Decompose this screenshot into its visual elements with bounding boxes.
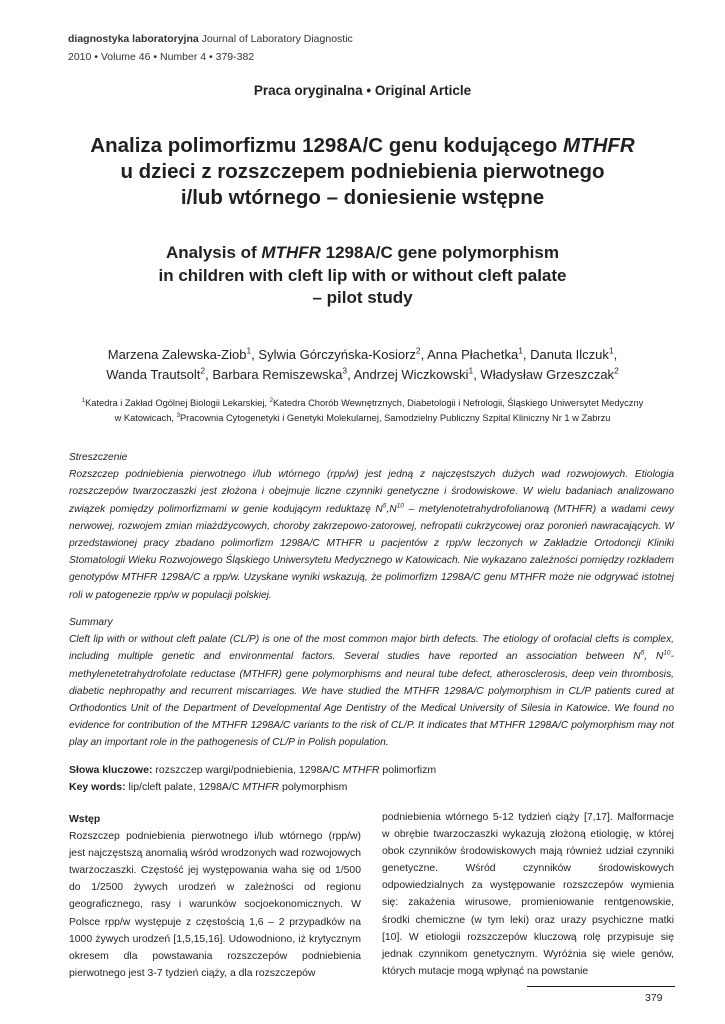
keywords [69, 762, 674, 796]
page-number: 379 [645, 992, 663, 1004]
author-affiliation-mark: 2 [415, 345, 421, 356]
journal-name-line [68, 30, 353, 48]
title-en-line-2: in children with cleft lip with or without cleft palate [158, 265, 567, 285]
author-affiliation-mark: 1 [468, 365, 474, 376]
title-english [40, 242, 685, 310]
author-list [40, 345, 685, 385]
title-polish [40, 133, 685, 211]
superscript: 10 [396, 502, 404, 510]
title-pl-text: Analiza polimorfizmu 1298A/C genu kodującego [90, 134, 563, 157]
author: Sylwia Górczyńska-Kosiorz$^2$, [258, 345, 428, 362]
affiliation-mark: 3 [176, 412, 180, 419]
title-pl-line-3: i/lub wtórnego – doniesienie wstępne [180, 186, 545, 209]
journal-header [68, 30, 353, 66]
keywords-en-text: lip/cleft palate, 1298A/C [125, 781, 243, 793]
author-name: Danuta Ilczuk [530, 347, 609, 362]
author: Barbara Remiszewska$^3$, [212, 365, 354, 382]
keywords-pl-tail: polimorfizm [379, 764, 437, 776]
body-paragraph: Rozszczep podniebienia pierwotnego i/lub wtórnego (rpp/w) jest najczęstszą anomalią wśród wrodzonych wad rozwojowych twarzoczaszki. Częstość jej występowania waha się od 1/500 do 1/2500 żywych urodzeń w zależności od regionu geograficznego, rasy i warunków socjoekonomicznych. W Polsce rpp/w występuje z częstością 1,6 – 2 przypadków na 1000 żywych urodzeń [1,5,15,16]. Udowodniono, iż krytycznym okresem dla powstawania rozszczepów podniebienia pierwotnego jest 3-7 tydzień ciąży, a dla rozszczepów [69, 831, 361, 979]
author-name: Wanda Trautsolt [106, 367, 201, 382]
affiliation-2: Katedra Chorób Wewnętrznych, Diabetologii i Nefrologii, Śląskiego Uniwersytet Medyczny [272, 398, 644, 408]
title-pl-line-2: u dzieci z rozszczepem podniebienia pierwotnego [120, 160, 605, 183]
abstract-pl-text: ,N [386, 503, 397, 515]
author: Andrzej Wiczkowski$^1$, [353, 365, 481, 382]
author-affiliation-mark: 3 [342, 365, 348, 376]
author-affiliation-mark: 1 [608, 345, 614, 356]
body-column-left [69, 811, 361, 982]
author: Danuta Ilczuk$^1$, [530, 345, 618, 362]
author-affiliation-mark: 1 [246, 345, 252, 356]
abstract-en-text: -methylenetetrahydrofolate reductase (MTHFR) gene polymorphisms and neural tube defect, atherosclerosis, deep vein thrombosis, diabetic nephropathy and recurrent miscarriages. We have studied the MTHFR 1298A/C polymorphism in CL/P patients cured at Orthodontics Unit of the Department of Developmental Age Dentistry of the Medical University of Silesia in Katowice. We found no evidence for contribution of the MTHFR 1298A/C variants to the risk of CL/P. It indicates that MTHFR 1298A/C polymorphism may not play an important role in the pathogenesis of CL/P in Polish population. [69, 651, 674, 749]
journal-name-pl: diagnostyka laboratoryjna [68, 33, 199, 45]
abstract-pl-text: Rozszczep podniebienia pierwotnego i/lub wtórnego (rpp/w) jest jedną z najczęstszych dużych wad rozwojowych. Etiologia rozszczepów twarzoczaszki jest złożona i obejmuje liczne czynniki genetyczne i środowiskowe. W wielu badaniach analizowano związek pomiędzy polimorfizmami w genie kodującym reduktazę N [69, 469, 674, 515]
body-paragraph: podniebienia wtórnego 5-12 tydzień ciąży [7,17]. Malformacje w obrębie twarzoczaszki wykazują złożoną etiologię, w której obok czynników środowiskowych mają również udział czynniki genetyczne. Wśród czynników środowiskowych odpowiedzialnych za występowanie rozszczepów wymienia się: zakażenia wirusowe, promieniowanie rentgenowskie, środki chemiczne (w tym leki) oraz urazy psychiczne matki [10]. W etiologii rozszczepów kluczową rolę przypisuje się jednak czynnikom genetycznym. Wyróżnia się wiele genów, których mutacje mogą wpłynąć na powstanie [382, 812, 674, 977]
affiliation-mark: 2 [269, 397, 273, 404]
affiliation-3: Pracownia Cytogenetyki i Genetyki Molekularnej, Samodzielny Publiczny Szpital Kliniczny Nr 1 w Zabrzu [179, 413, 611, 423]
keywords-pl-label: Słowa kluczowe: [69, 764, 153, 776]
title-en-line-3: – pilot study [312, 288, 413, 307]
author-name: Anna Płachetka [427, 347, 519, 362]
affiliation-1: Katedra i Zakład Ogólnej Biologii Lekarskiej, [85, 398, 270, 408]
author: Wanda Trautsolt$^2$, [106, 365, 213, 382]
title-pl-line-1 [40, 133, 685, 159]
title-en-text: Analysis of [166, 243, 262, 262]
keywords-en [69, 779, 674, 796]
author-name: Władysław Grzeszczak [480, 367, 615, 382]
issue-info: 2010 • Volume 46 • Number 4 • 379-382 [68, 51, 255, 63]
keywords-pl [69, 762, 674, 779]
author-name: Barbara Remiszewska [212, 367, 343, 382]
keywords-en-label: Key words: [69, 781, 126, 793]
superscript: 10 [663, 650, 671, 658]
section-heading-introduction: Wstęp [69, 814, 101, 825]
abstract-pl-label: Streszczenie [69, 452, 128, 463]
keywords-en-tail: polymorphism [279, 781, 348, 793]
affiliation-mark: 1 [81, 397, 86, 404]
body-column-right [382, 809, 674, 980]
author-name: Marzena Zalewska-Ziob [107, 347, 247, 362]
abstract-en-text: , N [644, 651, 664, 663]
author-affiliation-mark: 2 [614, 365, 619, 376]
affiliations [40, 396, 685, 426]
article-type-label: Praca oryginalna • Original Article [253, 83, 472, 98]
abstract-en-text: Cleft lip with or without cleft palate (CL/P) is one of the most common major birth defects. The etiology of orofacial clefts is complex, including multiple genetic and environmental factors. Several studies have reported an association between N [69, 634, 674, 663]
abstract-en-label: Summary [69, 617, 113, 628]
title-en-line-1 [40, 242, 685, 265]
superscript: 5 [382, 502, 387, 510]
abstract-polish [69, 449, 674, 604]
author: Anna Płachetka$^1$, [427, 345, 531, 362]
footer-divider [527, 986, 675, 987]
title-pl-gene: MTHFR [563, 134, 635, 157]
keywords-pl-text: rozszczep wargi/podniebienia, 1298A/C [152, 764, 343, 776]
author: Marzena Zalewska-Ziob$^1$, [107, 345, 259, 362]
author-name: Sylwia Górczyńska-Kosiorz [258, 347, 416, 362]
title-en-text-post: 1298A/C gene polymorphism [320, 243, 559, 262]
author-affiliation-mark: 2 [200, 365, 206, 376]
author-name: Andrzej Wiczkowski [353, 367, 469, 382]
title-en-gene: MTHFR [261, 243, 321, 262]
author [480, 367, 618, 382]
abstract-pl-text: – metylenotetrahydrofolianową (MTHFR) a wadami cewy nerwowej, rozwojem zmian miażdżycowych, choroby zakrzepowo-zatorowej, nefropatii cukrzycowej oraz poronień nawracających. W przedstawionej pracy zbadano polimorfizm 1298A/C MTHFR u pacjentów z rpp/w leczonych w Zakładzie Ortodoncji Kliniki Stomatologii Wieku Rozwojowego Śląskiego Uniwersytetu Medycznego w Katowicach. Nie wykazano zależności pomiędzy rozkładem genotypów MTHFR 1298A/C a rpp/w. Uzyskane wyniki wskazują, że polimorfizm 1298A/C genu MTHFR może nie odgrywać istotnej roli w patogenezie rpp/w w populacji polskiej. [69, 503, 674, 601]
author-affiliation-mark: 1 [518, 345, 523, 356]
keywords-pl-gene: MTHFR [342, 764, 380, 776]
keywords-en-gene: MTHFR [242, 781, 280, 793]
journal-name-en: Journal of Laboratory Diagnostic [201, 33, 353, 45]
superscript: 5 [640, 650, 645, 658]
affiliation-2-cont: w Katowicach, [114, 413, 177, 423]
abstract-english [69, 614, 674, 752]
